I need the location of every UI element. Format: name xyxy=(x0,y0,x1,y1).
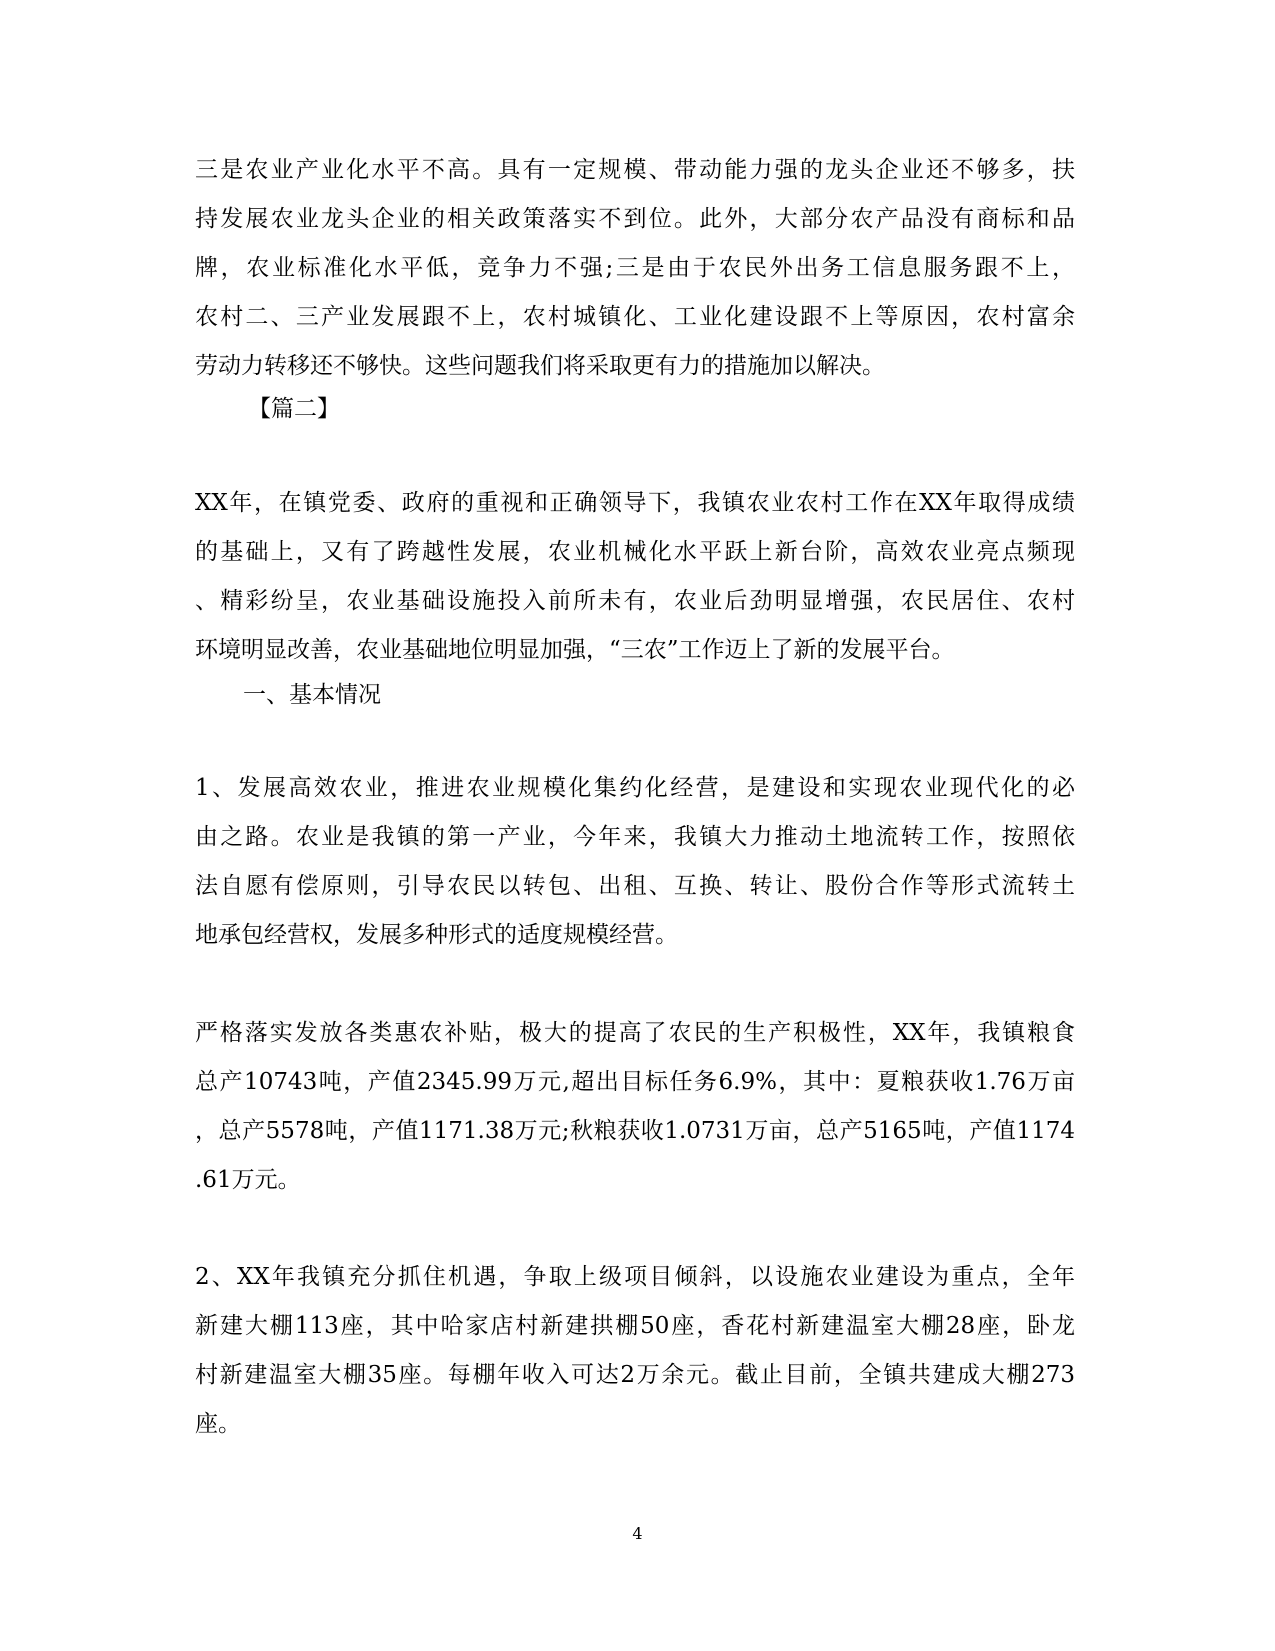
paragraph-line: .61万元。 xyxy=(195,1167,301,1193)
paragraph-line: 的基础上，又有了跨越性发展，农业机械化水平跃上新台阶，高效农业亮点频现 xyxy=(195,539,1075,565)
subheading: 一、基本情况 xyxy=(243,682,381,708)
paragraph-line: 座。 xyxy=(195,1411,241,1437)
paragraph-line: 法自愿有偿原则，引导农民以转包、出租、互换、转让、股份合作等形式流转土 xyxy=(195,873,1075,899)
paragraph-line: 三是农业产业化水平不高。具有一定规模、带动能力强的龙头企业还不够多，扶 xyxy=(195,157,1075,183)
paragraph-2 xyxy=(195,479,1075,675)
paragraph-line: XX年，在镇党委、政府的重视和正确领导下，我镇农业农村工作在XX年取得成绩 xyxy=(195,490,1075,516)
paragraph-4 xyxy=(195,1009,1075,1205)
paragraph-line: 、精彩纷呈，农业基础设施投入前所未有，农业后劲明显增强，农民居住、农村 xyxy=(195,588,1075,614)
paragraph-line: 环境明显改善，农业基础地位明显加强，“三农”工作迈上了新的发展平台。 xyxy=(195,637,955,663)
paragraph-line: 牌，农业标准化水平低，竞争力不强;三是由于农民外出务工信息服务跟不上， xyxy=(195,255,1075,281)
paragraph-line: 由之路。农业是我镇的第一产业，今年来，我镇大力推动土地流转工作，按照依 xyxy=(195,824,1075,850)
paragraph-line: 持发展农业龙头企业的相关政策落实不到位。此外，大部分农产品没有商标和品 xyxy=(195,206,1075,232)
paragraph-1 xyxy=(195,146,1075,391)
paragraph-line: 地承包经营权，发展多种形式的适度规模经营。 xyxy=(195,922,678,948)
paragraph-3 xyxy=(195,764,1075,960)
paragraph-line: 农村二、三产业发展跟不上，农村城镇化、工业化建设跟不上等原因，农村富余 xyxy=(195,304,1075,330)
paragraph-line: ，总产5578吨，产值1171.38万元;秋粮获收1.0731万亩，总产5165吨，产值1174 xyxy=(195,1118,1075,1144)
paragraph-line: 1、发展高效农业，推进农业规模化集约化经营，是建设和实现农业现代化的必 xyxy=(195,775,1075,801)
section-heading: 【篇二】 xyxy=(248,396,340,422)
paragraph-line: 新建大棚113座，其中哈家店村新建拱棚50座，香花村新建温室大棚28座，卧龙 xyxy=(195,1313,1075,1339)
paragraph-line: 劳动力转移还不够快。这些问题我们将采取更有力的措施加以解决。 xyxy=(195,353,885,379)
paragraph-line: 村新建温室大棚35座。每棚年收入可达2万余元。截止目前，全镇共建成大棚273 xyxy=(195,1362,1075,1388)
paragraph-line: 严格落实发放各类惠农补贴，极大的提高了农民的生产积极性，XX年，我镇粮食 xyxy=(195,1020,1075,1046)
paragraph-line: 2、XX年我镇充分抓住机遇，争取上级项目倾斜，以设施农业建设为重点，全年 xyxy=(195,1264,1075,1290)
page-number: 4 xyxy=(632,1524,643,1543)
paragraph-line: 总产10743吨，产值2345.99万元,超出目标任务6.9%，其中：夏粮获收1.76万亩 xyxy=(195,1069,1075,1095)
paragraph-5 xyxy=(195,1253,1075,1449)
